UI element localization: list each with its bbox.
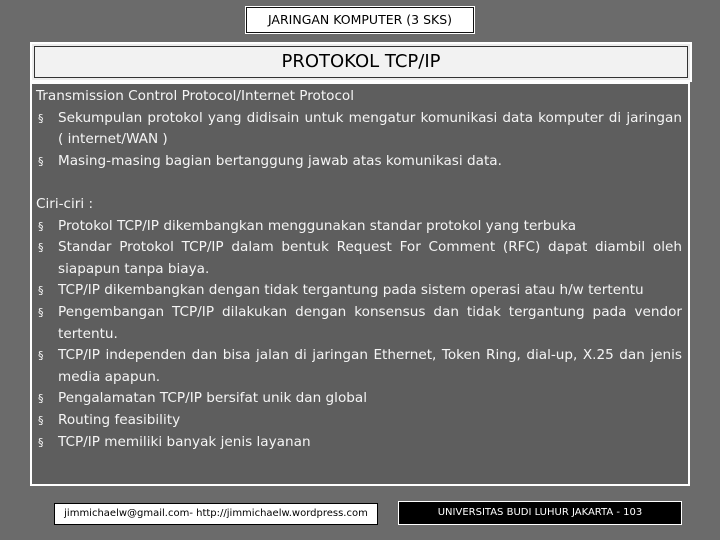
slide-title: PROTOKOL TCP/IP: [34, 46, 688, 78]
list-item: § Pengembangan TCP/IP dilakukan dengan konsensus dan tidak tergantung pada vendor tertentu.: [38, 303, 682, 342]
course-title: JARINGAN KOMPUTER (3 SKS): [246, 7, 474, 33]
slide-content: [36, 86, 682, 453]
spacer: [36, 172, 682, 194]
bullet-icon: §: [38, 305, 44, 319]
section2-list: [36, 216, 682, 454]
bullet-icon: §: [38, 111, 44, 125]
slide-title-frame: [30, 42, 692, 82]
bullet-icon: §: [38, 392, 44, 406]
bullet-icon: §: [38, 219, 44, 233]
list-item: § Pengalamatan TCP/IP bersifat unik dan global: [36, 388, 682, 410]
bullet-icon: §: [38, 349, 44, 363]
list-item: § TCP/IP dikembangkan dengan tidak tergantung pada sistem operasi atau h/w tertentu: [36, 280, 682, 302]
list-item: § Standar Protokol TCP/IP dalam bentuk Request For Comment (RFC) dapat diambil oleh siapapun tanpa biaya.: [38, 239, 682, 277]
section2-heading: Ciri-ciri :: [36, 195, 94, 212]
list-item: § Routing feasibility: [36, 410, 682, 432]
footer-contact: jimmichaelw@gmail.com- http://jimmichaelw.wordpress.com: [54, 503, 378, 525]
footer-institution: UNIVERSITAS BUDI LUHUR JAKARTA - 103: [398, 501, 682, 525]
bullet-icon: §: [38, 284, 44, 298]
list-item: § Sekumpulan protokol yang didisain untuk mengatur komunikasi data komputer di jaringan ( internet/WAN ): [38, 109, 682, 148]
bullet-icon: §: [38, 413, 44, 427]
bullet-icon: §: [38, 241, 44, 255]
bullet-icon: §: [38, 435, 44, 449]
list-item: § Protokol TCP/IP dikembangkan menggunakan standar protokol yang terbuka: [36, 216, 682, 238]
bullet-icon: §: [38, 154, 44, 168]
list-item: § TCP/IP memiliki banyak jenis layanan: [36, 432, 682, 454]
section1-list: [36, 108, 682, 173]
list-item: § TCP/IP independen dan bisa jalan di jaringan Ethernet, Token Ring, dial-up, X.25 dan jenis media apapun.: [38, 347, 682, 385]
section1-heading: Transmission Control Protocol/Internet Protocol: [36, 88, 355, 104]
list-item: § Masing-masing bagian bertanggung jawab atas komunikasi data.: [36, 151, 682, 173]
